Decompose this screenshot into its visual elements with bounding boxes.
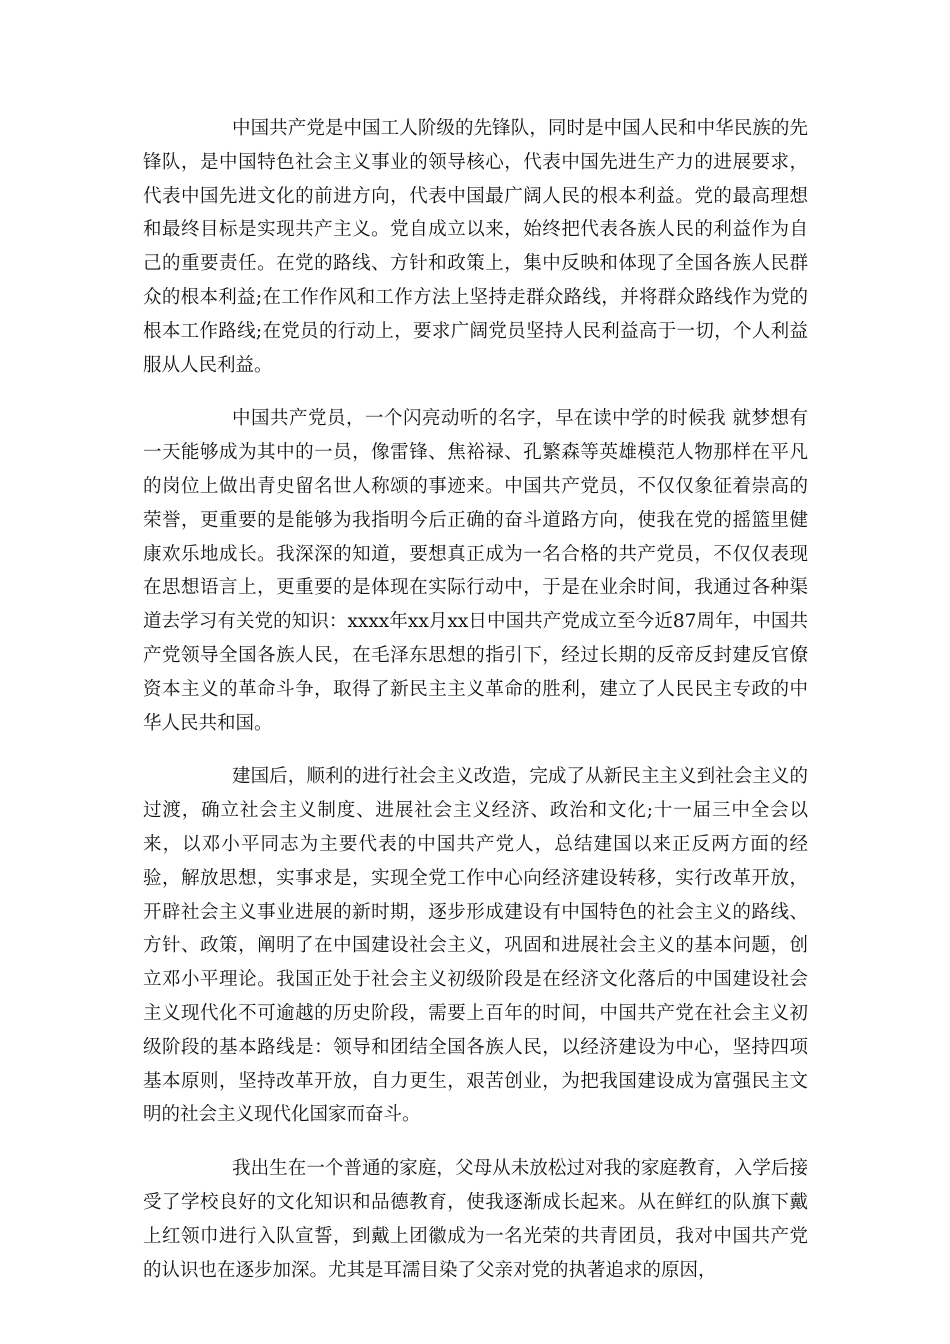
paragraph-2: 中国共产党员，一个闪亮动听的名字，早在读中学的时候我 就梦想有一天能够成为其中的一员，像雷锋、焦裕禄、孔繁森等英雄模范人物那样在平凡的岗位上做出青史留名世人称颂的事迹来。中国共产党员，不仅仅象征着崇高的荣誉，更重要的是能够为我指明今后正确的奋斗道路方向，使我在党的摇篮里健康欢乐地成长。我深深的知道，要想真正成为一名合格的共产党员，不仅仅表现在思想语言上，更重要的是体现在实际行动中，于是在业余时间，我通过各种渠道去学习有关党的知识：xxxx年xx月xx日中国共产党成立至今近87周年，中国共产党领导全国各族人民，在毛泽东思想的指引下，经过长期的反帝反封建反官僚资本主义的革命斗争，取得了新民主主义革命的胜利，建立了人民民主专政的中华人民共和国。 (143, 408, 808, 734)
paragraph-4: 我出生在一个普通的家庭，父母从未放松过对我的家庭教育，入学后接受了学校良好的文化知识和品德教育，使我逐渐成长起来。从在鲜红的队旗下戴上红领巾进行入队宣誓，到戴上团徽成为一名光荣的共青团员，我对中国共产党的认识也在逐步加深。尤其是耳濡目染了父亲对党的执著追求的原因， (143, 1158, 808, 1281)
paragraph-3: 建国后，顺利的进行社会主义改造，完成了从新民主主义到社会主义的过渡，确立社会主义制度、进展社会主义经济、政治和文化;十一届三中全会以来，以邓小平同志为主要代表的中国共产党人，总结建国以来正反两方面的经验，解放思想，实事求是，实现全党工作中心向经济建设转移，实行改革开放，开辟社会主义事业进展的新时期，逐步形成建设有中国特色的社会主义的路线、方针、政策，阐明了在中国建设社会主义，巩固和进展社会主义的基本问题，创立邓小平理论。我国正处于社会主义初级阶段是在经济文化落后的中国建设社会主义现代化不可逾越的历史阶段，需要上百年的时间，中国共产党在社会主义初级阶段的基本路线是：领导和团结全国各族人民，以经济建设为中心，坚持四项基本原则，坚持改革开放，自力更生，艰苦创业，为把我国建设成为富强民主文明的社会主义现代化国家而奋斗。 (143, 766, 808, 1126)
document-body (143, 112, 808, 1307)
paragraph-1: 中国共产党是中国工人阶级的先锋队，同时是中国人民和中华民族的先锋队，是中国特色社会主义事业的领导核心，代表中国先进生产力的进展要求，代表中国先进文化的前进方向，代表中国最广阔人民的根本利益。党的最高理想和最终目标是实现共产主义。党自成立以来，始终把代表各族人民的利益作为自己的重要责任。在党的路线、方针和政策上，集中反映和体现了全国各族人民群众的根本利益;在工作作风和工作方法上坚持走群众路线，并将群众路线作为党的根本工作路线;在党员的行动上，要求广阔党员坚持人民利益高于一切，个人利益服从人民利益。 (143, 118, 808, 376)
